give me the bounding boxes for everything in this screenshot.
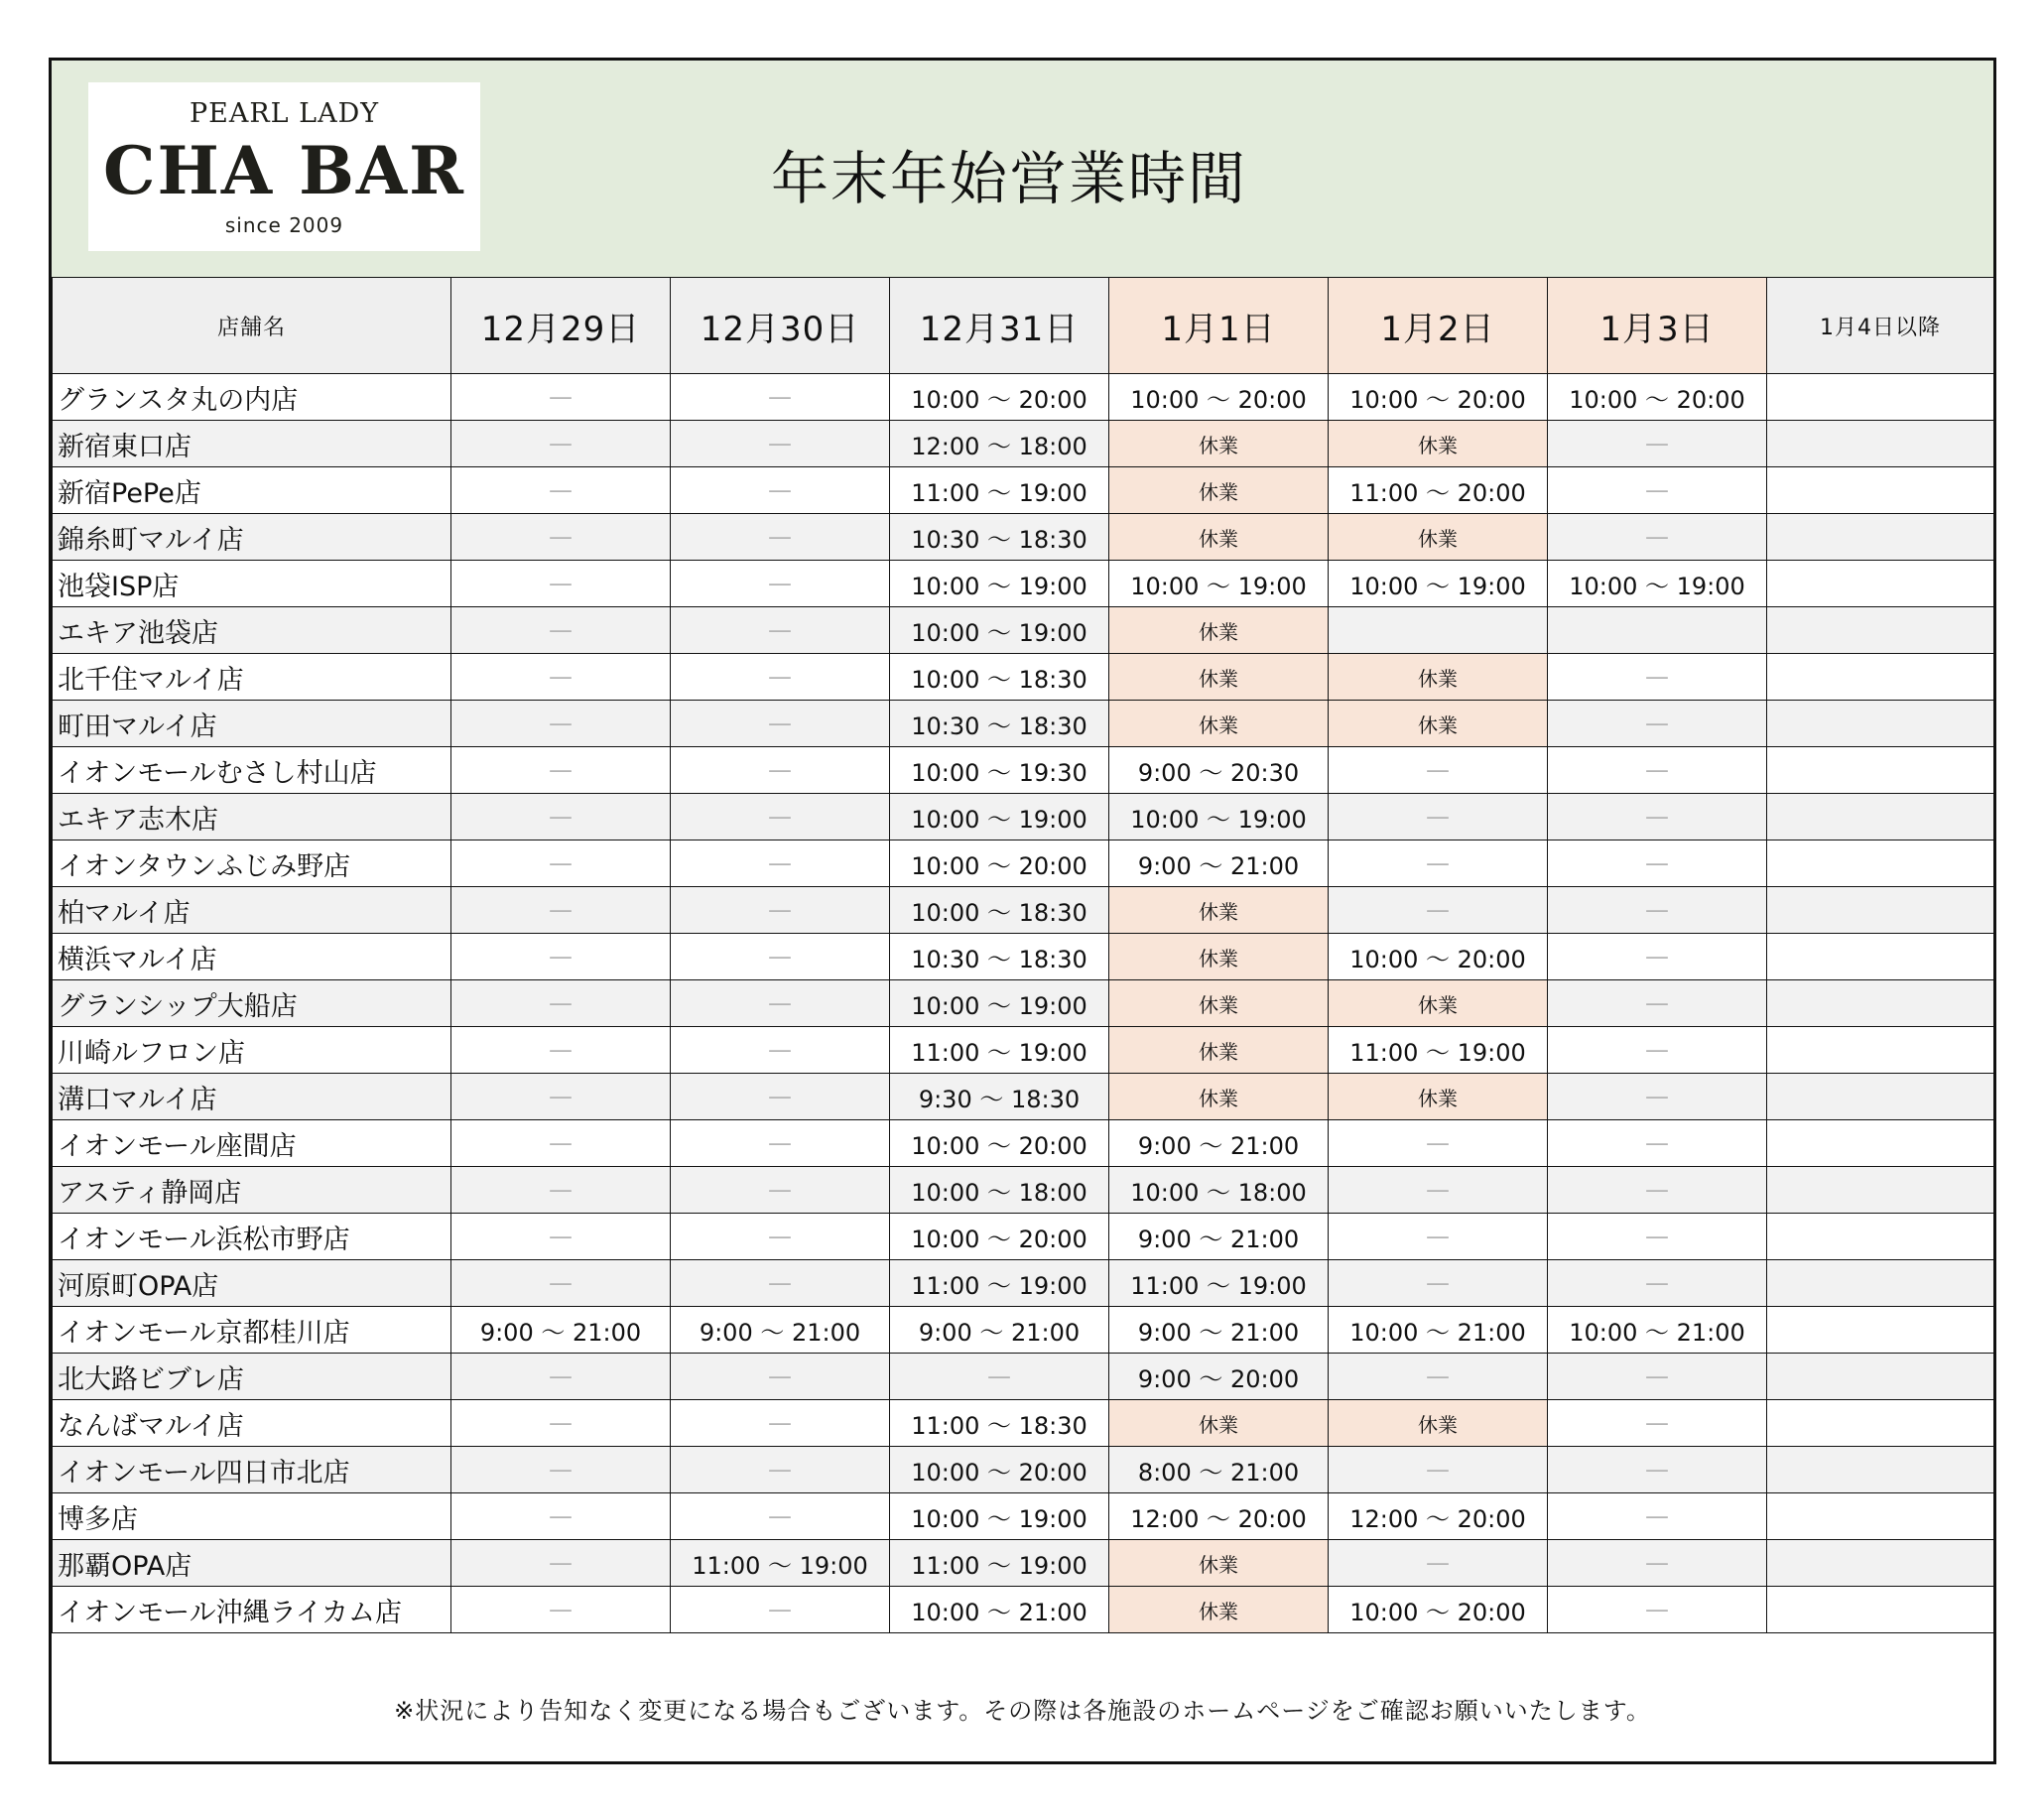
cell-dec-29: —	[451, 1587, 671, 1633]
cell-jan-3: —	[1548, 421, 1767, 467]
cell-dec-29: —	[451, 467, 671, 514]
cell-dec-29: —	[451, 934, 671, 980]
cell-jan-4-onward	[1767, 374, 1994, 421]
cell-jan-3: —	[1548, 1447, 1767, 1493]
cell-jan-4-onward	[1767, 1493, 1994, 1540]
cell-store-name: グランスタ丸の内店	[53, 374, 451, 421]
cell-jan-3: —	[1548, 1540, 1767, 1587]
cell-dec-29: —	[451, 1120, 671, 1167]
cell-jan-3: —	[1548, 1167, 1767, 1214]
cell-dec-31: 11:00 ～ 18:30	[890, 1400, 1109, 1447]
cell-dec-31: 10:00 ～ 19:00	[890, 561, 1109, 607]
cell-dec-30: —	[671, 1354, 890, 1400]
cell-jan-3: —	[1548, 980, 1767, 1027]
table-row	[53, 840, 1994, 887]
table-row	[53, 514, 1994, 561]
cell-jan-1: 9:00 ～ 20:00	[1109, 1354, 1329, 1400]
cell-dec-29: —	[451, 1493, 671, 1540]
cell-jan-2: —	[1329, 1167, 1548, 1214]
cell-jan-3: —	[1548, 1400, 1767, 1447]
cell-dec-29: —	[451, 1400, 671, 1447]
cell-jan-2: —	[1329, 887, 1548, 934]
cell-dec-29: —	[451, 421, 671, 467]
cell-jan-4-onward	[1767, 467, 1994, 514]
cell-dec-29: —	[451, 840, 671, 887]
cell-jan-4-onward	[1767, 1214, 1994, 1260]
cell-jan-4-onward	[1767, 607, 1994, 654]
cell-dec-30: —	[671, 747, 890, 794]
table-row	[53, 1260, 1994, 1307]
cell-jan-1: 休業	[1109, 1027, 1329, 1074]
cell-dec-29: —	[451, 887, 671, 934]
cell-store-name: 横浜マルイ店	[53, 934, 451, 980]
cell-dec-29: —	[451, 514, 671, 561]
cell-jan-1: 休業	[1109, 1400, 1329, 1447]
cell-store-name: イオンモール四日市北店	[53, 1447, 451, 1493]
table-row	[53, 374, 1994, 421]
cell-dec-31: 10:30 ～ 18:30	[890, 701, 1109, 747]
header-store-name: 店舗名	[53, 278, 451, 374]
cell-dec-31: 10:00 ～ 20:00	[890, 1120, 1109, 1167]
table-row	[53, 1540, 1994, 1587]
cell-store-name: 川崎ルフロン店	[53, 1027, 451, 1074]
cell-jan-1: 9:00 ～ 21:00	[1109, 840, 1329, 887]
cell-store-name: 博多店	[53, 1493, 451, 1540]
cell-dec-31: 10:00 ～ 18:30	[890, 887, 1109, 934]
cell-store-name: なんばマルイ店	[53, 1400, 451, 1447]
cell-jan-3: 10:00 ～ 19:00	[1548, 561, 1767, 607]
cell-dec-31: 10:00 ～ 18:30	[890, 654, 1109, 701]
cell-dec-30: —	[671, 1214, 890, 1260]
cell-dec-29: —	[451, 1354, 671, 1400]
cell-store-name: イオンモール沖縄ライカム店	[53, 1587, 451, 1633]
cell-dec-31: 10:00 ～ 19:00	[890, 607, 1109, 654]
table-header-row	[53, 278, 1994, 374]
logo-line-1: PEARL LADY	[189, 98, 380, 129]
brand-logo	[88, 82, 480, 251]
table-row	[53, 561, 1994, 607]
cell-dec-31: —	[890, 1354, 1109, 1400]
cell-dec-30: —	[671, 1120, 890, 1167]
cell-jan-3: —	[1548, 701, 1767, 747]
cell-jan-3: —	[1548, 1354, 1767, 1400]
cell-jan-1: 9:00 ～ 21:00	[1109, 1214, 1329, 1260]
cell-dec-29: —	[451, 1074, 671, 1120]
cell-jan-2: 休業	[1329, 980, 1548, 1027]
cell-jan-2: —	[1329, 747, 1548, 794]
cell-jan-2	[1329, 607, 1548, 654]
table-row	[53, 1027, 1994, 1074]
cell-dec-31: 10:00 ～ 20:00	[890, 1214, 1109, 1260]
table-row	[53, 1167, 1994, 1214]
schedule-frame	[49, 58, 1996, 1764]
cell-dec-30: —	[671, 934, 890, 980]
cell-store-name: 北千住マルイ店	[53, 654, 451, 701]
cell-dec-30: —	[671, 1587, 890, 1633]
table-row	[53, 794, 1994, 840]
cell-dec-29: —	[451, 607, 671, 654]
cell-dec-31: 10:00 ～ 19:00	[890, 794, 1109, 840]
cell-jan-4-onward	[1767, 794, 1994, 840]
cell-jan-1: 10:00 ～ 20:00	[1109, 374, 1329, 421]
cell-jan-4-onward	[1767, 887, 1994, 934]
cell-dec-31: 10:30 ～ 18:30	[890, 934, 1109, 980]
cell-dec-29: —	[451, 1447, 671, 1493]
cell-store-name: 北大路ビブレ店	[53, 1354, 451, 1400]
cell-store-name: イオンモール座間店	[53, 1120, 451, 1167]
cell-dec-31: 9:00 ～ 21:00	[890, 1307, 1109, 1354]
cell-dec-30: —	[671, 654, 890, 701]
cell-store-name: 新宿東口店	[53, 421, 451, 467]
cell-dec-29: —	[451, 794, 671, 840]
table-row	[53, 1354, 1994, 1400]
cell-dec-30: 9:00 ～ 21:00	[671, 1307, 890, 1354]
cell-jan-3: —	[1548, 1074, 1767, 1120]
cell-dec-29: —	[451, 701, 671, 747]
cell-jan-3: 10:00 ～ 20:00	[1548, 374, 1767, 421]
cell-dec-29: —	[451, 1214, 671, 1260]
cell-dec-31: 11:00 ～ 19:00	[890, 467, 1109, 514]
cell-jan-3: —	[1548, 1260, 1767, 1307]
cell-jan-4-onward	[1767, 514, 1994, 561]
cell-dec-30: —	[671, 840, 890, 887]
cell-jan-2: 休業	[1329, 701, 1548, 747]
cell-jan-1: 休業	[1109, 514, 1329, 561]
cell-dec-30: —	[671, 701, 890, 747]
cell-jan-3	[1548, 607, 1767, 654]
logo-line-3: since 2009	[224, 213, 344, 237]
cell-jan-3: —	[1548, 1027, 1767, 1074]
cell-store-name: 河原町OPA店	[53, 1260, 451, 1307]
cell-jan-1: 10:00 ～ 19:00	[1109, 794, 1329, 840]
cell-jan-2: —	[1329, 840, 1548, 887]
cell-dec-31: 12:00 ～ 18:00	[890, 421, 1109, 467]
table-row	[53, 701, 1994, 747]
cell-jan-2: 10:00 ～ 20:00	[1329, 374, 1548, 421]
header-jan-3: 1月3日	[1548, 278, 1767, 374]
cell-jan-1: 休業	[1109, 980, 1329, 1027]
page-title: 年末年始営業時間	[771, 145, 1248, 212]
cell-dec-30: —	[671, 467, 890, 514]
table-row	[53, 1214, 1994, 1260]
cell-jan-4-onward	[1767, 1260, 1994, 1307]
cell-store-name: イオンモールむさし村山店	[53, 747, 451, 794]
cell-jan-2: —	[1329, 1214, 1548, 1260]
cell-dec-30: —	[671, 887, 890, 934]
cell-jan-4-onward	[1767, 654, 1994, 701]
cell-jan-1: 9:00 ～ 21:00	[1109, 1307, 1329, 1354]
cell-jan-1: 休業	[1109, 1587, 1329, 1633]
cell-jan-1: 9:00 ～ 20:30	[1109, 747, 1329, 794]
cell-dec-31: 10:00 ～ 21:00	[890, 1587, 1109, 1633]
cell-jan-4-onward	[1767, 1587, 1994, 1633]
cell-store-name: 那覇OPA店	[53, 1540, 451, 1587]
cell-dec-31: 10:00 ～ 20:00	[890, 374, 1109, 421]
cell-jan-3: —	[1548, 514, 1767, 561]
header-jan-4-onward: 1月4日以降	[1767, 278, 1994, 374]
cell-jan-1: 10:00 ～ 19:00	[1109, 561, 1329, 607]
cell-dec-30: —	[671, 561, 890, 607]
footer-note: ※状況により告知なく変更になる場合もございます。その際は各施設のホームページをご確認お願いいたします。	[394, 1697, 1651, 1725]
cell-jan-3: —	[1548, 467, 1767, 514]
cell-dec-29: —	[451, 1540, 671, 1587]
table-row	[53, 467, 1994, 514]
cell-store-name: 溝口マルイ店	[53, 1074, 451, 1120]
cell-jan-4-onward	[1767, 1120, 1994, 1167]
cell-jan-3: —	[1548, 1587, 1767, 1633]
cell-dec-31: 10:00 ～ 19:00	[890, 1493, 1109, 1540]
cell-store-name: 柏マルイ店	[53, 887, 451, 934]
cell-dec-31: 10:00 ～ 19:30	[890, 747, 1109, 794]
cell-dec-30: —	[671, 1074, 890, 1120]
cell-dec-31: 10:30 ～ 18:30	[890, 514, 1109, 561]
table-row	[53, 1493, 1994, 1540]
cell-dec-29: —	[451, 1167, 671, 1214]
cell-jan-1: 休業	[1109, 701, 1329, 747]
logo-line-2: CHA BAR	[103, 132, 465, 209]
cell-dec-29: —	[451, 980, 671, 1027]
cell-jan-3: —	[1548, 654, 1767, 701]
cell-dec-29: —	[451, 654, 671, 701]
header-dec-30: 12月30日	[671, 278, 890, 374]
cell-jan-2: 休業	[1329, 1074, 1548, 1120]
cell-dec-31: 11:00 ～ 19:00	[890, 1027, 1109, 1074]
table-row	[53, 1120, 1994, 1167]
cell-dec-30: —	[671, 1260, 890, 1307]
cell-store-name: エキア志木店	[53, 794, 451, 840]
cell-jan-3: —	[1548, 887, 1767, 934]
cell-jan-2: 10:00 ～ 20:00	[1329, 1587, 1548, 1633]
cell-store-name: アスティ静岡店	[53, 1167, 451, 1214]
cell-jan-1: 休業	[1109, 607, 1329, 654]
table-row	[53, 607, 1994, 654]
cell-dec-31: 11:00 ～ 19:00	[890, 1540, 1109, 1587]
cell-dec-29: —	[451, 1260, 671, 1307]
cell-dec-29: —	[451, 747, 671, 794]
cell-jan-3: —	[1548, 794, 1767, 840]
cell-jan-2: 休業	[1329, 514, 1548, 561]
cell-dec-30: —	[671, 980, 890, 1027]
header-dec-29: 12月29日	[451, 278, 671, 374]
cell-jan-2: —	[1329, 794, 1548, 840]
cell-jan-1: 休業	[1109, 887, 1329, 934]
cell-jan-1: 9:00 ～ 21:00	[1109, 1120, 1329, 1167]
cell-store-name: 新宿PePe店	[53, 467, 451, 514]
cell-jan-2: 休業	[1329, 654, 1548, 701]
table-row	[53, 887, 1994, 934]
cell-jan-1: 10:00 ～ 18:00	[1109, 1167, 1329, 1214]
cell-dec-30: 11:00 ～ 19:00	[671, 1540, 890, 1587]
cell-jan-1: 休業	[1109, 654, 1329, 701]
cell-dec-30: —	[671, 421, 890, 467]
cell-jan-3: —	[1548, 747, 1767, 794]
cell-jan-2: —	[1329, 1120, 1548, 1167]
cell-dec-30: —	[671, 1447, 890, 1493]
cell-dec-31: 10:00 ～ 18:00	[890, 1167, 1109, 1214]
cell-jan-1: 休業	[1109, 467, 1329, 514]
cell-store-name: イオンモール浜松市野店	[53, 1214, 451, 1260]
cell-jan-4-onward	[1767, 1540, 1994, 1587]
cell-jan-3: —	[1548, 1214, 1767, 1260]
cell-jan-4-onward	[1767, 934, 1994, 980]
table-row	[53, 1400, 1994, 1447]
header-jan-1: 1月1日	[1109, 278, 1329, 374]
cell-jan-4-onward	[1767, 1167, 1994, 1214]
cell-jan-2: 10:00 ～ 19:00	[1329, 561, 1548, 607]
table-row	[53, 980, 1994, 1027]
cell-jan-1: 休業	[1109, 1540, 1329, 1587]
cell-store-name: グランシップ大船店	[53, 980, 451, 1027]
table-row	[53, 747, 1994, 794]
hours-table	[52, 277, 1994, 1633]
cell-jan-3: —	[1548, 934, 1767, 980]
cell-jan-4-onward	[1767, 421, 1994, 467]
cell-jan-2: 11:00 ～ 20:00	[1329, 467, 1548, 514]
header-dec-31: 12月31日	[890, 278, 1109, 374]
table-row	[53, 421, 1994, 467]
cell-dec-29: —	[451, 561, 671, 607]
cell-jan-2: 11:00 ～ 19:00	[1329, 1027, 1548, 1074]
cell-dec-30: —	[671, 514, 890, 561]
cell-dec-31: 10:00 ～ 19:00	[890, 980, 1109, 1027]
cell-jan-4-onward	[1767, 1447, 1994, 1493]
cell-jan-4-onward	[1767, 980, 1994, 1027]
table-row	[53, 1587, 1994, 1633]
cell-jan-2: —	[1329, 1260, 1548, 1307]
cell-dec-30: —	[671, 1493, 890, 1540]
cell-jan-3: —	[1548, 840, 1767, 887]
cell-jan-1: 休業	[1109, 1074, 1329, 1120]
cell-dec-31: 10:00 ～ 20:00	[890, 840, 1109, 887]
table-row	[53, 1447, 1994, 1493]
cell-jan-4-onward	[1767, 561, 1994, 607]
cell-store-name: 町田マルイ店	[53, 701, 451, 747]
cell-jan-2: 休業	[1329, 1400, 1548, 1447]
cell-jan-4-onward	[1767, 1027, 1994, 1074]
cell-store-name: エキア池袋店	[53, 607, 451, 654]
table-row	[53, 1074, 1994, 1120]
cell-dec-31: 11:00 ～ 19:00	[890, 1260, 1109, 1307]
header-jan-2: 1月2日	[1329, 278, 1548, 374]
cell-jan-2: 10:00 ～ 20:00	[1329, 934, 1548, 980]
cell-dec-29: 9:00 ～ 21:00	[451, 1307, 671, 1354]
cell-dec-30: —	[671, 794, 890, 840]
cell-jan-2: 休業	[1329, 421, 1548, 467]
cell-dec-30: —	[671, 1027, 890, 1074]
table-row	[53, 1307, 1994, 1354]
cell-store-name: イオンモール京都桂川店	[53, 1307, 451, 1354]
cell-store-name: 池袋ISP店	[53, 561, 451, 607]
cell-jan-1: 休業	[1109, 421, 1329, 467]
cell-jan-2: —	[1329, 1354, 1548, 1400]
cell-jan-1: 11:00 ～ 19:00	[1109, 1260, 1329, 1307]
cell-jan-4-onward	[1767, 1074, 1994, 1120]
cell-dec-30: —	[671, 607, 890, 654]
cell-dec-30: —	[671, 1167, 890, 1214]
cell-jan-4-onward	[1767, 747, 1994, 794]
cell-jan-2: —	[1329, 1540, 1548, 1587]
cell-jan-4-onward	[1767, 1400, 1994, 1447]
cell-jan-2: 10:00 ～ 21:00	[1329, 1307, 1548, 1354]
cell-dec-29: —	[451, 1027, 671, 1074]
cell-jan-4-onward	[1767, 701, 1994, 747]
table-row	[53, 654, 1994, 701]
header	[52, 61, 1993, 279]
cell-jan-1: 休業	[1109, 934, 1329, 980]
cell-jan-2: 12:00 ～ 20:00	[1329, 1493, 1548, 1540]
cell-jan-3: 10:00 ～ 21:00	[1548, 1307, 1767, 1354]
table-row	[53, 934, 1994, 980]
cell-store-name: 錦糸町マルイ店	[53, 514, 451, 561]
cell-jan-2: —	[1329, 1447, 1548, 1493]
cell-jan-4-onward	[1767, 840, 1994, 887]
cell-jan-4-onward	[1767, 1354, 1994, 1400]
cell-jan-3: —	[1548, 1120, 1767, 1167]
cell-dec-29: —	[451, 374, 671, 421]
cell-dec-30: —	[671, 1400, 890, 1447]
cell-store-name: イオンタウンふじみ野店	[53, 840, 451, 887]
cell-jan-4-onward	[1767, 1307, 1994, 1354]
cell-jan-3: —	[1548, 1493, 1767, 1540]
cell-jan-1: 12:00 ～ 20:00	[1109, 1493, 1329, 1540]
cell-dec-30: —	[671, 374, 890, 421]
table-body	[53, 374, 1994, 1633]
cell-dec-31: 10:00 ～ 20:00	[890, 1447, 1109, 1493]
cell-dec-31: 9:30 ～ 18:30	[890, 1074, 1109, 1120]
cell-jan-1: 8:00 ～ 21:00	[1109, 1447, 1329, 1493]
